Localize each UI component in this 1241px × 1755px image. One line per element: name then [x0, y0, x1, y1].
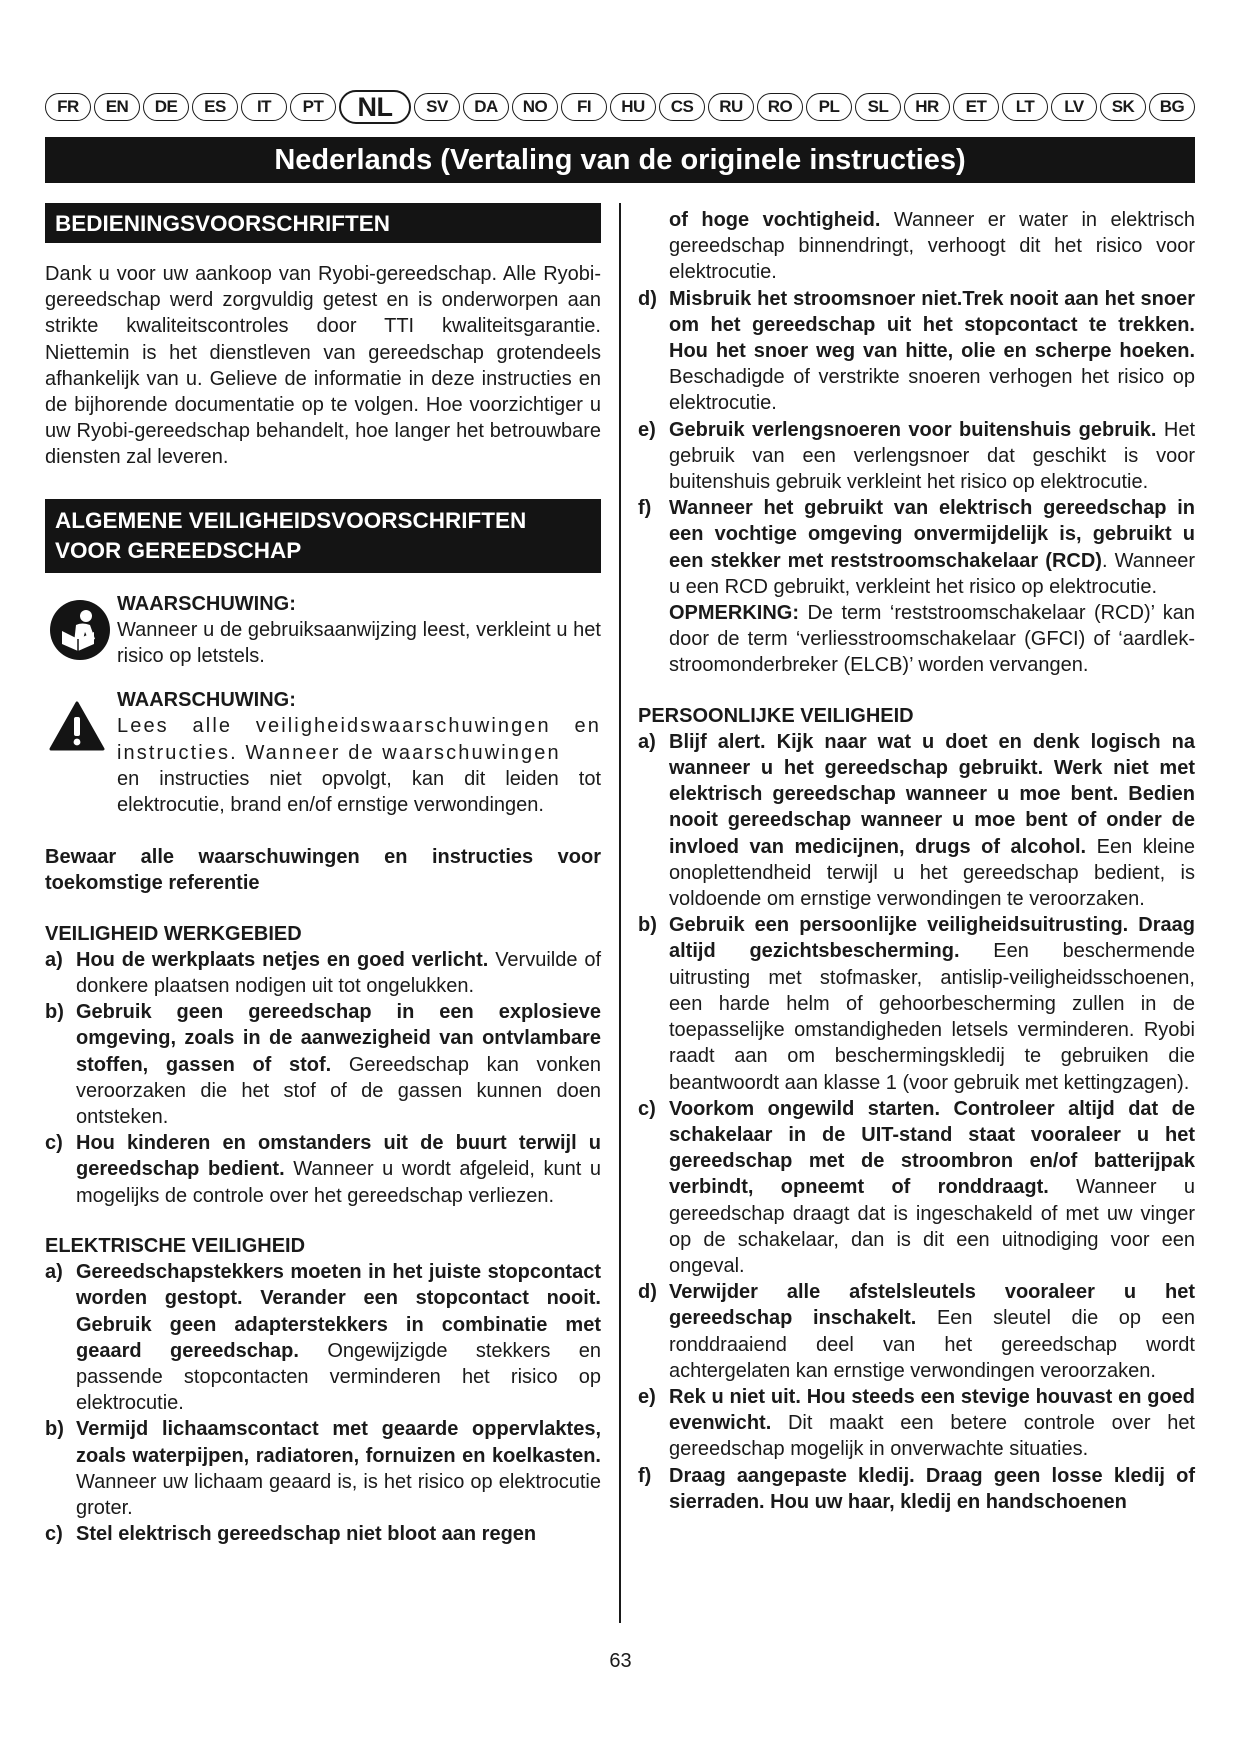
language-sk[interactable]: SK [1100, 93, 1146, 121]
language-ro[interactable]: RO [757, 93, 803, 121]
item-marker: b) [638, 914, 657, 937]
left-column [45, 203, 601, 1547]
item-text: Vervuilde of donkere plaatsen nodigen uit tot ongelukken. [76, 948, 602, 998]
language-bg[interactable]: BG [1149, 93, 1195, 121]
warning-text: Lees alle veiligheidswaarschuwingen en instructies. Wanneer de waarschuwingen [117, 715, 601, 764]
warning-title: WAARSCHUWING: [117, 592, 296, 615]
warning-text: en instructies niet opvolgt, kan dit leiden tot elektrocutie, brand en/of ernstige verwondingen. [117, 767, 601, 817]
item-text: . Wanneer u een RCD gebruikt, verkleint het risico op elektrocutie. [669, 549, 1195, 598]
item-text: Een sleutel die op een ronddraaiend deel van het gereedschap wordt achtergelaten kan ernstige verwondingen veroorzaken. [669, 1307, 1195, 1382]
list-item [45, 1521, 601, 1547]
section-heading-operating: BEDIENINGSVOORSCHRIFTEN [45, 203, 601, 243]
item-bold: Gebruik verlengsnoeren voor buitenshuis gebruik. [669, 418, 1157, 441]
language-ru[interactable]: RU [708, 93, 754, 121]
list-item [638, 495, 1195, 600]
language-sl[interactable]: SL [855, 93, 901, 121]
list-item [638, 729, 1195, 912]
note [638, 600, 1195, 679]
section-heading-general-safety [45, 499, 601, 573]
language-en[interactable]: EN [94, 93, 140, 121]
list-item [45, 1259, 601, 1416]
item-text: Een kleine onoplettendheid terwijl u het gereedschap bedient, is voldoende om ernstige verwondingen te veroorzaken. [669, 835, 1195, 911]
item-text: Beschadigde of verstrikte snoeren verhogen het risico op elektrocutie. [669, 366, 1195, 415]
intro-paragraph: Dank u voor uw aankoop van Ryobi-gereedschap. Alle Ryobi-gereedschap werd zorgvuldig getest en is onderworpen aan strikte kwaliteitscontroles door TTI kwaliteitsgarantie. Niettemin is het dienstleven van gereedschap grotendeels afhankelijk van u. Gelieve de informatie in deze instructies en de bijhorende documentatie op te volgen. Hoe voorzichtiger u uw Ryobi-gereedschap behandelt, hoe langer het betrouwbare diensten zal leveren. [45, 263, 601, 469]
read-manual-icon [49, 599, 111, 668]
list-item [45, 947, 601, 999]
section-heading-line: VOOR GEREEDSCHAP [55, 537, 302, 563]
item-bold: of hoge vochtigheid. [669, 209, 881, 231]
item-bold: Wanneer het gebruikt van elektrisch gereedschap in een vochtige omgeving onvermijdelijk is, gebruikt u een stekker met reststroomschakelaar (RCD) [669, 497, 1195, 572]
page-number: 63 [609, 1650, 632, 1672]
keep-instructions: Bewaar alle waarschuwingen en instructies voor toekomstige referentie [45, 846, 601, 895]
item-bold: Verwijder alle afstelsleutels vooraleer u het gereedschap inschakelt. [669, 1281, 1195, 1330]
list-item [638, 1096, 1195, 1279]
item-marker: f) [638, 1464, 652, 1487]
item-bold: Misbruik het stroomsnoer niet.Trek nooit aan het snoer om het gereedschap uit het stopcontact te trekken. Hou het snoer weg van hitte, olie en scherpe hoeken. [669, 287, 1195, 363]
language-de[interactable]: DE [143, 93, 189, 121]
language-it[interactable]: IT [241, 93, 287, 121]
warning-text: Wanneer u de gebruiksaanwijzing leest, verkleint u het risico op letstels. [117, 618, 601, 668]
item-marker: f) [638, 497, 652, 520]
item-text: Wanneer u wordt afgeleid, kunt u mogelijks de controle over het gereedschap verliezen. [76, 1158, 601, 1207]
personal-safety-list [638, 729, 1195, 1515]
item-marker: d) [638, 1281, 657, 1304]
language-fi[interactable]: FI [561, 93, 607, 121]
subheading-electrical: ELEKTRISCHE VEILIGHEID [45, 1234, 306, 1257]
work-area-list [45, 947, 601, 1209]
item-bold: Voorkom ongewild starten. Controleer altijd dat de schakelaar in de UIT-stand staat vooraleer u het gereedschap met de stroombron en/of batterijpak verbindt, opneemt of ronddraagt. [669, 1097, 1195, 1199]
language-no[interactable]: NO [512, 93, 558, 121]
list-item [45, 1416, 601, 1521]
item-text: Wanneer u gereedschap draagt dat is ingeschakeld of met uw vinger op de schakelaar, dan is dit een uitnodiging voor een ongeval. [669, 1176, 1195, 1277]
list-item [638, 286, 1195, 417]
list-item [638, 912, 1195, 1095]
item-text: Het gebruik van een verlengsnoer dat geschikt is voor buitenshuis gebruik verkleint het risico op elektrocutie. [669, 418, 1196, 494]
list-item [638, 1279, 1195, 1384]
page-title: Nederlands (Vertaling van de originele instructies) [45, 137, 1195, 183]
language-da[interactable]: DA [463, 93, 509, 121]
note-label: OPMERKING: [669, 602, 799, 625]
list-item [45, 1130, 601, 1209]
item-marker: b) [45, 1418, 64, 1441]
item-text: Wanneer uw lichaam geaard is, is het risico op elektrocutie groter. [76, 1470, 601, 1519]
language-sv[interactable]: SV [414, 93, 460, 121]
item-marker: a) [45, 1261, 63, 1284]
language-pt[interactable]: PT [290, 93, 336, 121]
item-text: Dit maakt een betere controle over het gereedschap mogelijk in onverwachte situaties. [669, 1412, 1195, 1461]
item-text: Gereedschap kan vonken veroorzaken die het stof of de gassen kunnen doen ontsteken. [76, 1053, 601, 1129]
electrical-list-continued [638, 286, 1195, 600]
electrical-list [45, 1259, 601, 1547]
item-bold: Blijf alert. Kijk naar wat u doet en denk logisch na wanneer u het gereedschap gebruikt. Werk niet met elektrisch gereedschap wanneer u moe bent. Bedien nooit gereedschap wanneer u moe bent of onder de invloed van medicijnen, drugs of alcohol. [669, 730, 1195, 858]
language-hu[interactable]: HU [610, 93, 656, 121]
subheading-work-area: VEILIGHEID WERKGEBIED [45, 922, 302, 945]
item-bold: Hou kinderen en omstanders uit de buurt terwijl u gereedschap bedient. [76, 1132, 601, 1181]
item-marker: c) [45, 1132, 63, 1155]
list-item [638, 417, 1195, 496]
item-text: Een beschermende uitrusting met stofmasker, antislip-veiligheidsschoenen, een harde helm of gehoorbescherming zullen in de toepasselijke omstandigheden letsels verminderen. Ryobi raadt aan om beschermingskledij te gebruiken die beantwoordt aan klasse 1 (voor gebruik met kettingzagen). [669, 940, 1195, 1094]
subheading-personal: PERSOONLIJKE VEILIGHEID [638, 704, 914, 727]
item-bold: Draag aangepaste kledij. Draag geen losse kledij of sierraden. Hou uw haar, kledij en handschoenen [669, 1464, 1195, 1513]
column-divider [619, 203, 621, 1623]
continued-item [638, 207, 1195, 286]
language-cs[interactable]: CS [659, 93, 705, 121]
list-item [45, 999, 601, 1130]
language-selector [45, 90, 1195, 124]
item-bold: Gebruik geen gereedschap in een explosieve omgeving, zoals in de aanwezigheid van ontvlambare stoffen, gassen of stof. [76, 1001, 601, 1076]
language-nl[interactable]: NL [339, 90, 411, 124]
item-text: Ongewijzigde stekkers en passende stopcontacten verminderen het risico op elektrocutie. [76, 1339, 601, 1415]
item-bold: Hou de werkplaats netjes en goed verlicht. [76, 948, 489, 971]
warning-triangle-icon [49, 701, 105, 758]
language-lt[interactable]: LT [1002, 93, 1048, 121]
item-bold: Gebruik een persoonlijke veiligheidsuitrusting. Draag altijd gezichtsbescherming. [669, 914, 1195, 963]
warning-title: WAARSCHUWING: [117, 689, 296, 712]
language-lv[interactable]: LV [1051, 93, 1097, 121]
item-marker: d) [638, 287, 657, 310]
item-marker: a) [638, 730, 656, 753]
item-bold: Rek u niet uit. Hou steeds een stevige houvast en goed evenwicht. [669, 1385, 1195, 1435]
warning-safety-instructions [45, 687, 601, 818]
note-text: De term ‘reststroomschakelaar (RCD)’ kan door de term ‘verliesstroomschakelaar (GFCI) of ‘aardlek-stroomonderbreker (ELCB)’ worden vervangen. [669, 602, 1195, 677]
language-fr[interactable]: FR [45, 93, 91, 121]
list-item [638, 1463, 1195, 1515]
language-es[interactable]: ES [192, 93, 238, 121]
item-text: Wanneer er water in elektrisch gereedschap binnendringt, verhoogt dit het risico voor elektrocutie. [669, 209, 1196, 284]
language-et[interactable]: ET [953, 93, 999, 121]
item-marker: c) [45, 1523, 63, 1546]
item-marker: a) [45, 948, 63, 971]
item-bold: Vermijd lichaamscontact met geaarde oppervlaktes, zoals waterpijpen, radiatoren, fornuizen en koelkasten. [76, 1418, 601, 1467]
section-heading-line: ALGEMENE VEILIGHEIDSVOORSCHRIFTEN [55, 507, 527, 533]
warning-read-manual [45, 591, 601, 670]
language-hr[interactable]: HR [904, 93, 950, 121]
right-column [638, 207, 1195, 1515]
item-marker: e) [638, 1385, 656, 1408]
item-marker: b) [45, 1001, 64, 1024]
item-bold: Gereedschapstekkers moeten in het juiste stopcontact worden gestopt. Verander een stopcontact nooit. Gebruik geen adapterstekkers in combinatie met geaard gereedschap. [76, 1261, 601, 1362]
language-pl[interactable]: PL [806, 93, 852, 121]
list-item [638, 1384, 1195, 1463]
item-marker: e) [638, 418, 656, 441]
item-bold: Stel elektrisch gereedschap niet bloot aan regen [76, 1523, 537, 1546]
item-marker: c) [638, 1097, 656, 1120]
